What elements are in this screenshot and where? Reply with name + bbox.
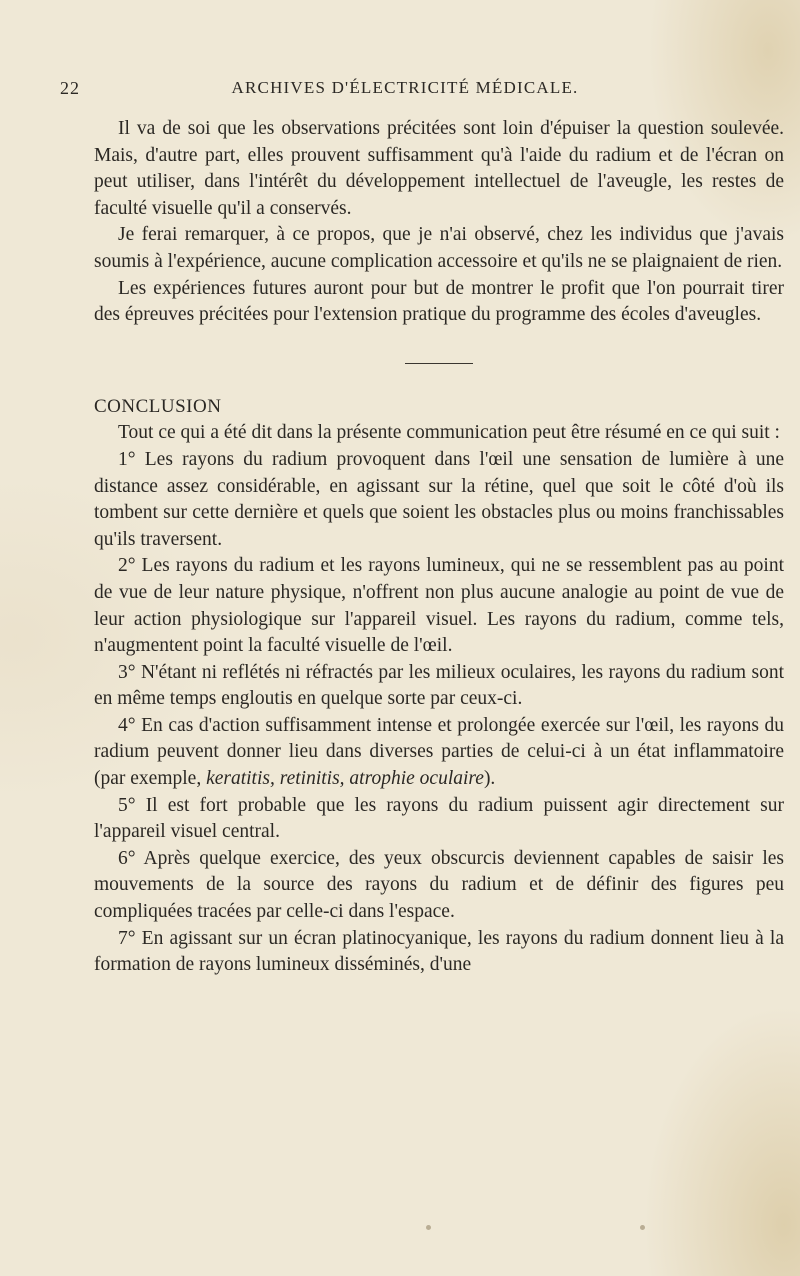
body-text: [94, 116, 784, 979]
conclusion-item: 7° En agissant sur un écran platinocyanique, les rayons du radium donnent lieu à la formation de rayons lumineux disséminés, d'une: [94, 927, 784, 976]
conclusion-item: 1° Les rayons du radium provoquent dans l'œil une sensation de lumière à une distance assez considérable, en agissant sur la rétine, quel que soit le côté d'où ils tombent sur cette dernière et quels que soient les obstacles plus ou moins franchissables qu'ils traversent.: [94, 448, 784, 550]
paper-speck: [426, 1225, 431, 1230]
conclusion-item: 5° Il est fort probable que les rayons du radium puissent agir directement sur l'appareil visuel central.: [94, 794, 784, 843]
running-head: [60, 78, 750, 102]
paragraph: Les expériences futures auront pour but de montrer le profit que l'on pourrait tirer des épreuves précitées pour l'extension pratique du programme des écoles d'aveugles.: [94, 277, 784, 326]
conclusion-item: [94, 713, 784, 793]
section-divider: [405, 363, 473, 364]
page-number: 22: [60, 78, 80, 98]
running-title: ARCHIVES D'ÉLECTRICITÉ MÉDICALE.: [231, 78, 579, 97]
paragraph: Il va de soi que les observations précitées sont loin d'épuiser la question soulevée. Mais, d'autre part, elles prouvent suffisamment qu'à l'aide du radium et de l'écran on peut utiliser, dans l'intérêt du développement intellectuel de l'aveugle, les restes de faculté visuelle qu'il a conservés.: [94, 118, 784, 219]
item-text: ).: [483, 768, 496, 790]
item-italic-terms: keratitis, retinitis, atrophie oculaire: [206, 768, 484, 790]
conclusion-item: 2° Les rayons du radium et les rayons lumineux, qui ne se ressemblent pas au point de vue de leur nature physique, n'offrent non plus aucune analogie au point de vue de leur action physiologique sur l'appareil visuel. Les rayons du radium, comme tels, n'augmentent point la faculté visuelle de l'œil.: [94, 555, 784, 657]
conclusion-item: 3° N'étant ni reflétés ni réfractés par les milieux oculaires, les rayons du radium sont en même temps engloutis en quelque sorte par ceux-ci.: [94, 661, 784, 710]
section-title: CONCLUSION: [94, 395, 222, 417]
paper-speck: [640, 1225, 645, 1230]
paragraph: Je ferai remarquer, à ce propos, que je n'ai observé, chez les individus que j'avais soumis à l'expérience, aucune complication accessoire et qu'ils ne se plaignaient de rien.: [94, 224, 784, 272]
item-text: 4° En cas d'action suffisamment intense et prolongée exercée sur l'œil, les rayons du radium peuvent donner lieu dans diverses parties de celui-ci à un état inflammatoire (par exemple,: [94, 714, 784, 790]
conclusion-item: 6° Après quelque exercice, des yeux obscurcis deviennent capables de saisir les mouvements de la source des rayons du radium et de définir des figures peu compliquées tracées par celle-ci dans l'espace.: [94, 847, 784, 923]
conclusion-intro: Tout ce qui a été dit dans la présente communication peut être résumé en ce qui suit :: [118, 422, 780, 444]
